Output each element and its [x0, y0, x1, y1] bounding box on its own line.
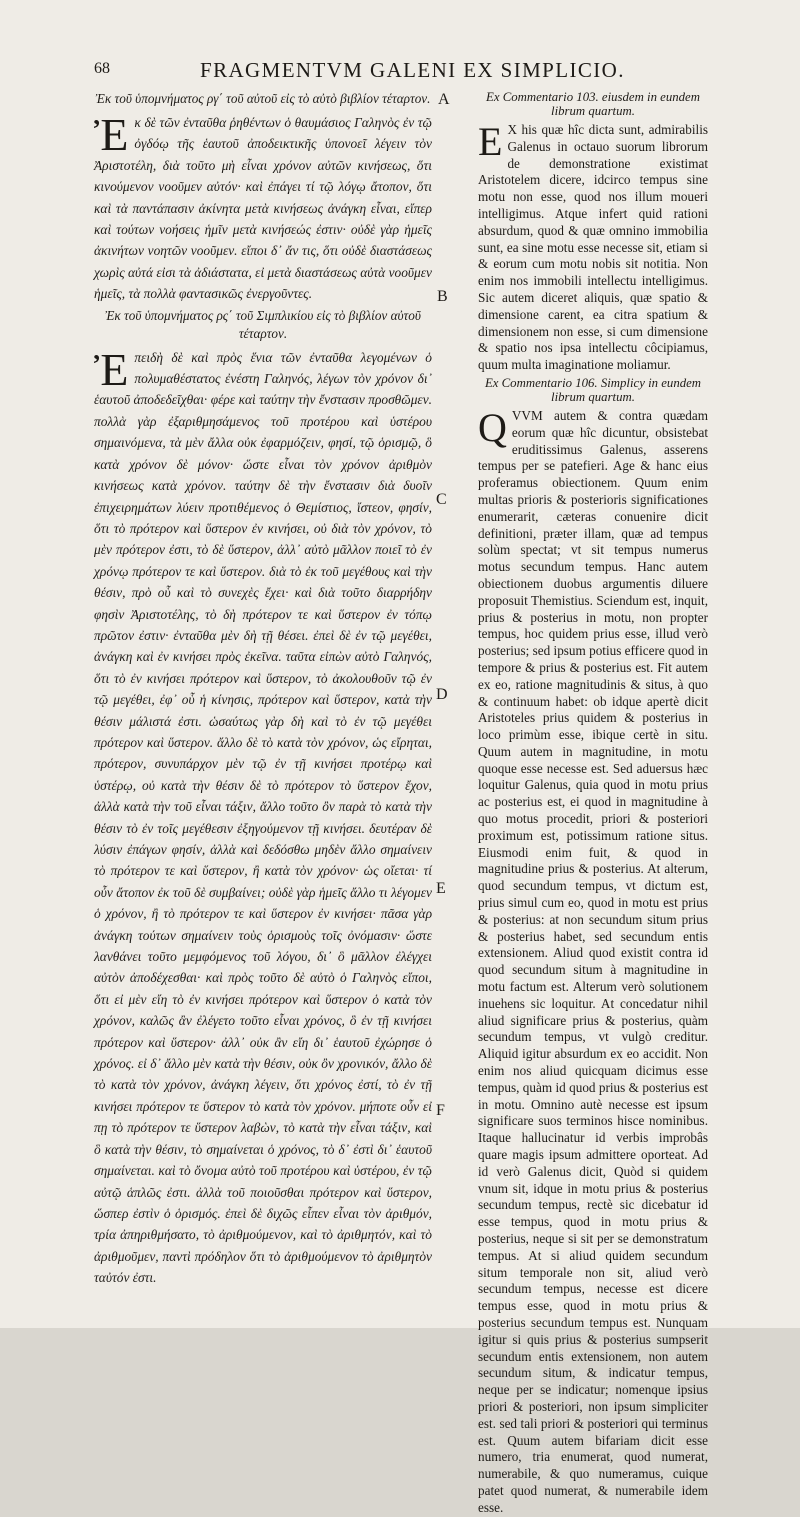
greek-dropcap-1: Ἐ — [94, 109, 129, 160]
greek-paragraph-1-text: κ δὲ τῶν ἐνταῦθα ῥηθέντων ὁ θαυμάσιος Γαληνὸς ἐν τῷ ὀγδόῳ τῆς ἑαυτοῦ ἀποδεικτικῆς ὑπονοεῖ λέγειν τὸν Ἀριστοτέλη, διὰ τοῦτο μὴ εἶναι χρόνον αὐτῶν κινήσεως, ὅτι κινούμενον νοοῦμεν αὐτόν· καὶ ἐπάγει τί τῷ λόγῳ ἄτοπον, ὅτι καὶ τὰ παντάπασιν ἀκίνητα μετὰ κινήσεως ἀνάγκη εἶναι, εἴπερ καὶ τούτων νοήσεις ἡμῖν μετὰ κινήσεώς ἐστιν· οὐδὲ γὰρ ἡμεῖς ἀκινήτων νοητῶν νοοῦμεν. εἴποι δ᾽ ἄν τις, ὅτι οὐδὲ διαστάσεως χωρὶς αὐτά εἰσι τὰ ἀδιάστατα, εἰ μετὰ διαστάσεως αὐτὰ νοοῦμεν ἡμεῖς, τὰ πολλὰ φαντασικῶς ἐνεργοῦντες. — [94, 115, 432, 302]
latin-heading-1: Ex Commentario 103. eiusdem in eundem librum quartum. — [486, 90, 700, 118]
margin-letter-a: A — [438, 91, 450, 108]
margin-letter-d: D — [436, 686, 448, 703]
page-number: 68 — [94, 60, 110, 77]
greek-dropcap-2: Ἐ — [94, 343, 129, 395]
greek-heading-1: Ἐκ τοῦ ὑπομνήματος ργ΄ τοῦ αὐτοῦ εἰς τὸ αὐτὸ βιβλίον τέταρτον. — [95, 91, 431, 106]
greek-paragraph-2-text: πειδὴ δὲ καὶ πρὸς ἕνια τῶν ἐνταῦθα λεγομένων ὁ πολυμαθέστατος ἐνέστη Γαληνός, λέγων τὸν χρόνον δι᾽ ἑαυτοῦ ἀποδεδεῖχθαι· φέρε καὶ ταύτην τὴν ἔνστασιν προσθῶμεν. πολλὰ γὰρ ἐξαριθμησάμενος τοῦ προτέρου καὶ ὑστέρου σημαινόμενα, τὰ μὲν ἄλλα οὐκ ἐφαρμόζειν, φησί, τῷ ὁρισμῷ, ὃ κατὰ χρόνον δὲ μόνον· ὥστε εἶναι τὸν χρόνον ἀριθμὸν κινήσεως κατὰ χρόνον. ταύτην δὲ τὴν ἔνστασιν διὰ δυοῖν ἐπιχειρημάτων λύειν προτιθέμενος ὁ Θεμίστιος, ἴστεον, φησίν, ὅτι τὸ πρότερον καὶ ὕστερον ἐν κινήσει, οὐ διὰ τὸν χρόνον, τὸ μὲν πρότερον ἐστι, τὸ δὲ ὕστερον, ἀλλ᾽ αὐτὸ μᾶλλον ποιεῖ τὸ ἐν χρόνῳ πρότερον τε καὶ ὕστερον. διὰ τὸ ἐκ τοῦ μεγέθους καὶ τὴν θέσιν, πρὸ οὗ καὶ τὸ συνεχὲς ἔχει· καὶ διὰ τοῦτο διαρρήδην φησὶν Ἀριστοτέλης, τὸ δὴ πρότερον τε καὶ ὕστερον ἐν τόπῳ πρῶτον ἐστιν· ἐνταῦθα μὲν δὴ τῇ θέσει. ἐπεὶ δὲ ἐν τῷ μεγέθει, ἀνάγκη καὶ ἐν κινήσει πρὸς ἐκεῖνα. ταῦτα εἰπὼν αὐτὸ Γαληνός, ὅτι τὸ ἐν κινήσει πρότερον καὶ ὕστερον, τὸ ἀκολουθοῦν τῷ ἐν τῷ μεγέθει, ἐφ᾽ οὗ ἡ κίνησις, πρότερον καὶ ὕστερον, κατὰ τὴν θέσιν μάλιστά ἐστι. ὡσαύτως γὰρ δὴ καὶ τὸ ἐν τῷ μεγέθει πρότερον καὶ ὕστερον. ἄλλο δὲ τὸ κατὰ τὸν χρόνον, ὡς εἴρηται, πρότερον, συνυπάρχον μὲν τῷ ἐν τῇ κινήσει προτέρῳ καὶ ὑστέρῳ, οὐ κατὰ τὴν θέσιν δὲ τὸ πρότερον τὸ ὕστερον ἔχον, ἀλλὰ κατὰ τὴν τοῦ εἶναι τάξιν, ἄλλο τοῦτο ὂν παρὰ τὸ κατὰ τὴν θέσιν τὸ ἐν τοῖς μεγέθεσιν ἐξηγούμενον τῇ κινήσει. δευτέραν δὲ λύσιν ἐπάγων φησίν, ἀλλὰ καὶ δεδόσθω μηδὲν ἄλλο σημαίνειν τὸ πρότερον τε καὶ ὕστερον, ἢ κατὰ τὸν χρόνον· ὡς οἴεται· τί οὖν ἄτοπον ἐκ τοῦ δὲ συμβαίνει; οὐδὲ γὰρ ἡμεῖς ἄλλο τι λέγομεν ὁ χρόνον, ἢ τὸ πρότερον τε καὶ ὕστερον ἐν κινήσει· πᾶσα γὰρ ἀνάγκη τούτων σημαίνειν τοὺς ὁρισμοὺς τοῖς ὀνόμασιν· ὥστε λανθάνει τοῦτο μεμφόμενος τοῦ λόγου, δι᾽ ὃ μᾶλλον ἐλέγχει αὐτὸν ἀποδέχεσθαι· καὶ πρὸς τοῦτο δὲ αὐτὸ ὁ Γαληνὸς εἴποι, ὅτι εἰ μὲν εἴη τὸ ἐν κινήσει πρότερον καὶ ὕστερον ὁ κατὰ τὸν χρόνον, καλῶς ἂν ἐλέγετο τοῦτο εἶναι χρόνος, ὃ ἐν τῇ κινήσει πρότερον καὶ ὕστερον· ἀλλ᾽ οὐκ ἂν εἴη δι᾽ ἑαυτοῦ ἐχώρησε ὁ χρόνος. εἰ δ᾽ ἄλλο μὲν κατὰ τὴν θέσιν, οὐκ ὂν χρονικόν, ἄλλο δὲ τὸ κατὰ τὸν χρόνον, ἀνάγκη λέγειν, ὅτι χρόνος ἐστί, τὸ ἐν τῇ κινήσει πρότερον τε ὕστερον τὸ κατὰ τὸν χρόνον. μήποτε οὖν εἰ πῃ τὸ πρότερον τε ὕστερον λαβὼν, τὸ κατὰ τὴν εἶναι τάξιν, καὶ ὃ κατὰ τὴν θέσιν, τὸ σημαίνεται ὁ χρόνος, τὸ δ᾽ ἐστὶ δι᾽ ἑαυτοῦ σημαίνεται. καὶ τὸ ὄνομα αὐτὸ τοῦ προτέρου καὶ ὑστέρου, ἐν τῷ αὐτῷ ἁπλῶς ἐστι. ἀλλὰ τοῦ ποιοῦσθαι πρότερον καὶ ὕστερον, ὥσπερ ἐστὶν ὁ ὁρισμός. ἐπεὶ δὲ διχῶς εἶπεν εἶναι τὸν ἀριθμόν, τρία ἀπηριθμήσατο, τὸ ἀριθμούμενον, καὶ τὸ ἀριθμητόν, καὶ τὸ ἀριθμοῦμεν, παντὶ πρόδηλον ὅτι τὸ ἀριθμούμενον τὸ ἀριθμητὸν ταὐτόν ἐστι. — [94, 349, 432, 1286]
latin-paragraph-1-text: X his quæ hîc dicta sunt, admirabilis Galenus in octauo suorum librorum de demonstratione existimat Aristotelem dicere, idcirco tempus sine motu non esse, quod nos illum moueri intelligimus. Atque infert quid rationi absurdum, quod & quæ omnino immobilia sunt, ea sine motu esse necesse sit, etiam si & eorum cum motu nobis sit notitia. Non enim nos immobili intellectu intelligimus. Sic autem diceret aliquis, quæ spatio & dimensione carent, ea citra spatium & dimensionem non esse, si cum dimensione & spatio nos ipsa intellectu côcipiamus, quum multa imaginatione moliamur. — [478, 122, 708, 373]
margin-letter-c: C — [436, 491, 447, 508]
latin-dropcap-2: Q — [478, 404, 507, 450]
running-title: FRAGMENTVM GALENI EX SIMPLICIO. — [200, 58, 625, 82]
greek-column — [94, 90, 432, 1286]
margin-letter-e: E — [436, 880, 446, 897]
latin-column — [478, 90, 708, 1515]
margin-letter-b: B — [437, 288, 448, 305]
latin-paragraph-1 — [478, 119, 708, 374]
greek-heading-2: Ἐκ τοῦ ὑπομνήματος ρς΄ τοῦ Σιμπλικίου εἰς τὸ βιβλίον αὐτοῦ τέταρτον. — [105, 307, 421, 341]
greek-paragraph-2 — [94, 343, 432, 1289]
latin-paragraph-2 — [478, 404, 708, 1517]
latin-dropcap-1: E — [478, 119, 503, 164]
margin-letter-f: F — [436, 1102, 445, 1119]
latin-paragraph-2-text: VVM autem & contra quædam eorum quæ hîc dicuntur, obsistebat eruditissimus Galenus, asserens tempus per se patefieri. Age & hanc eius proferamus obiectionem. Quum enim multas prioris & posterioris significationes enumerarit, cæteras conuenire dicit definitioni, præter illam, quæ ad tempus solùm spectat; vt sit tempus numerus motus secundum tempus. Hanc autem obiectionem duobus argumentis diluere proposuit Themistius. Sciendum est, inquit, prius & posterius in motu, non propter tempus, hoc quidem prius esse, illud verò posterius; sed ipsum potius efficere quod in tempore & prius & posterius est. Fit autem ex eo, ratione magnitudinis & situs, à quo & continuum habet: ob idque apertè dicit Aristoteles prius quidem & posterius in loco primùm esse, ibique certè in situ. Quum autem in magnitudine, in motu quoque esse necesse est. Sed aduersus hæc loquitur Galenus, quia quod in motu prius ac posterius est, ei quod in magnitudine à quo motus procedit, priori & posteriori proximum est, potissimum ratione situs. Eiusmodi enim fuit, & quod in magnitudine prius & posterius. At alterum, quod secundum tempus, vt dictum est, prius simul cum eo, quod in motu est prius & posterius: at non secundum situm prius & posterius habet, sed secundum entis extensionem. Aliud quod existit contra id quod secundum situm à magnitudine in motu factum est. Alterum verò solutionem inuehens sic loquitur. At concedatur nihil aliud significare prius & posterius, quàm secundum tempus, vt vulgò creditur. Aliquid igitur absurdum ex eo accidit. Non enim nos aliud quicquam dicimus esse tempus, quàm id quod prius & posterius est in motu. Omnino autè necesse est ipsum significare suos terminos hisce nominibus. Itaque hallucinatur id verbis improbâs quare magis ipsum admittere oporteat. Ad id verò Galenus dicit, Quòd si quidem vnum sit, idque in motu prius & posterius secundum tempus, rectè sic dicebatur id esse tempus, quod in motu prius & posterius, neque si sit per se demonstratum tempus. At si aliud quidem secundum situm temporale non sit, aliud verò secundum tempus, necesse est dicere tempus esse, quod in motu prius & posterius secundum tempus est. Nunquam igitur si quis prius & posterius sumpserit secundum entis extensionem, non autem secundum situm, & indicatur tempus, neque per se indicatur; nomenque ipsius priori & posteriori, non ipsum simpliciter est. sed tali priori & posteriori qui terminus est. Quum autem bifariam dicit esse numero, tria enumerat, quod numerat, numerabile, & quo numeramus, cuique patet quod numerat, & numerabile idem esse. — [478, 407, 708, 1515]
latin-heading-2: Ex Commentario 106. Simplicy in eundem librum quartum. — [484, 375, 702, 404]
greek-paragraph-1 — [94, 109, 432, 305]
